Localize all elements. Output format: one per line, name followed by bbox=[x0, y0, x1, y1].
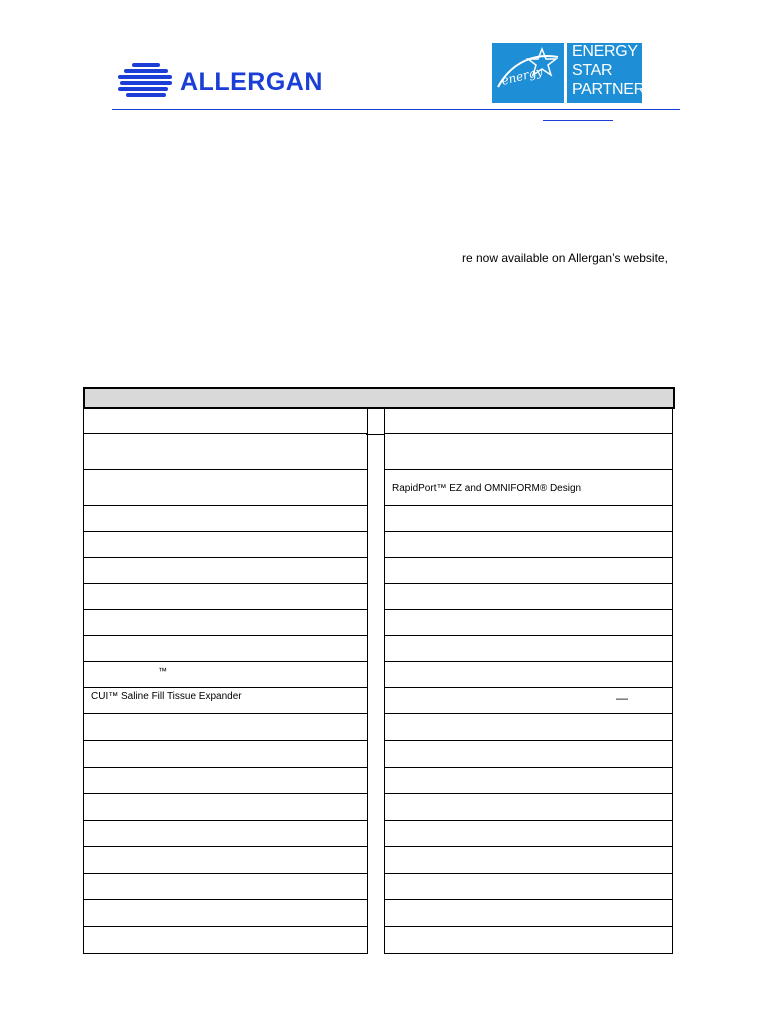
trademark-mark: ™ bbox=[158, 666, 167, 676]
table-row bbox=[84, 532, 367, 558]
partner-badge-text bbox=[572, 42, 645, 99]
body-text-fragment: re now available on Allergan’s website, bbox=[462, 251, 668, 265]
table-row bbox=[385, 821, 672, 847]
table-row bbox=[84, 688, 367, 714]
badge-line: STAR bbox=[572, 62, 613, 79]
table-row bbox=[385, 741, 672, 768]
table-gap-cell bbox=[366, 408, 384, 435]
energy-star-icon bbox=[492, 43, 564, 103]
table-row bbox=[84, 874, 367, 900]
badge-line: ENERGY bbox=[572, 43, 638, 60]
table-cell-text: CUI™ Saline Fill Tissue Expander bbox=[91, 691, 242, 702]
table-row bbox=[385, 847, 672, 874]
table-row bbox=[385, 610, 672, 636]
badge-divider bbox=[564, 43, 567, 103]
hyperlink-underline[interactable] bbox=[543, 120, 613, 121]
table-header-bar bbox=[83, 387, 675, 409]
energy-star-badge bbox=[492, 43, 645, 103]
table-row bbox=[84, 470, 367, 506]
table-left-column bbox=[83, 408, 368, 954]
table-row bbox=[84, 714, 367, 741]
table-row bbox=[84, 768, 367, 794]
company-name: ALLERGAN bbox=[180, 68, 323, 96]
table-row bbox=[84, 408, 367, 434]
table-row bbox=[385, 927, 672, 953]
table-row bbox=[84, 900, 367, 927]
table-row bbox=[385, 662, 672, 688]
table-row bbox=[84, 434, 367, 470]
dash-mark: — bbox=[616, 691, 628, 705]
table-row bbox=[84, 741, 367, 768]
table-row bbox=[385, 768, 672, 794]
table-row bbox=[84, 821, 367, 847]
table-row bbox=[84, 636, 367, 662]
table-row bbox=[84, 558, 367, 584]
table-row bbox=[385, 558, 672, 584]
badge-line: PARTNER bbox=[572, 81, 645, 98]
table-row bbox=[84, 847, 367, 874]
table-row bbox=[385, 408, 672, 434]
table-row bbox=[84, 506, 367, 532]
table-cell-text: RapidPort™ EZ and OMNIFORM® Design bbox=[392, 483, 582, 494]
table-row bbox=[84, 794, 367, 821]
table-row bbox=[385, 532, 672, 558]
table-row bbox=[84, 662, 367, 688]
table-row bbox=[385, 874, 672, 900]
table-row bbox=[385, 714, 672, 741]
table-row bbox=[385, 794, 672, 821]
table-row bbox=[385, 688, 672, 714]
table-row bbox=[84, 610, 367, 636]
table-row bbox=[385, 900, 672, 927]
table-row bbox=[385, 434, 672, 470]
table-row bbox=[385, 470, 672, 506]
table-row bbox=[84, 927, 367, 953]
allergan-logo-icon bbox=[118, 62, 174, 102]
energy-script: energy bbox=[499, 64, 545, 88]
table-row bbox=[385, 584, 672, 610]
table-row bbox=[385, 506, 672, 532]
table-row bbox=[385, 636, 672, 662]
table-row bbox=[84, 584, 367, 610]
table-right-column bbox=[384, 408, 673, 954]
header-rule bbox=[112, 109, 680, 110]
